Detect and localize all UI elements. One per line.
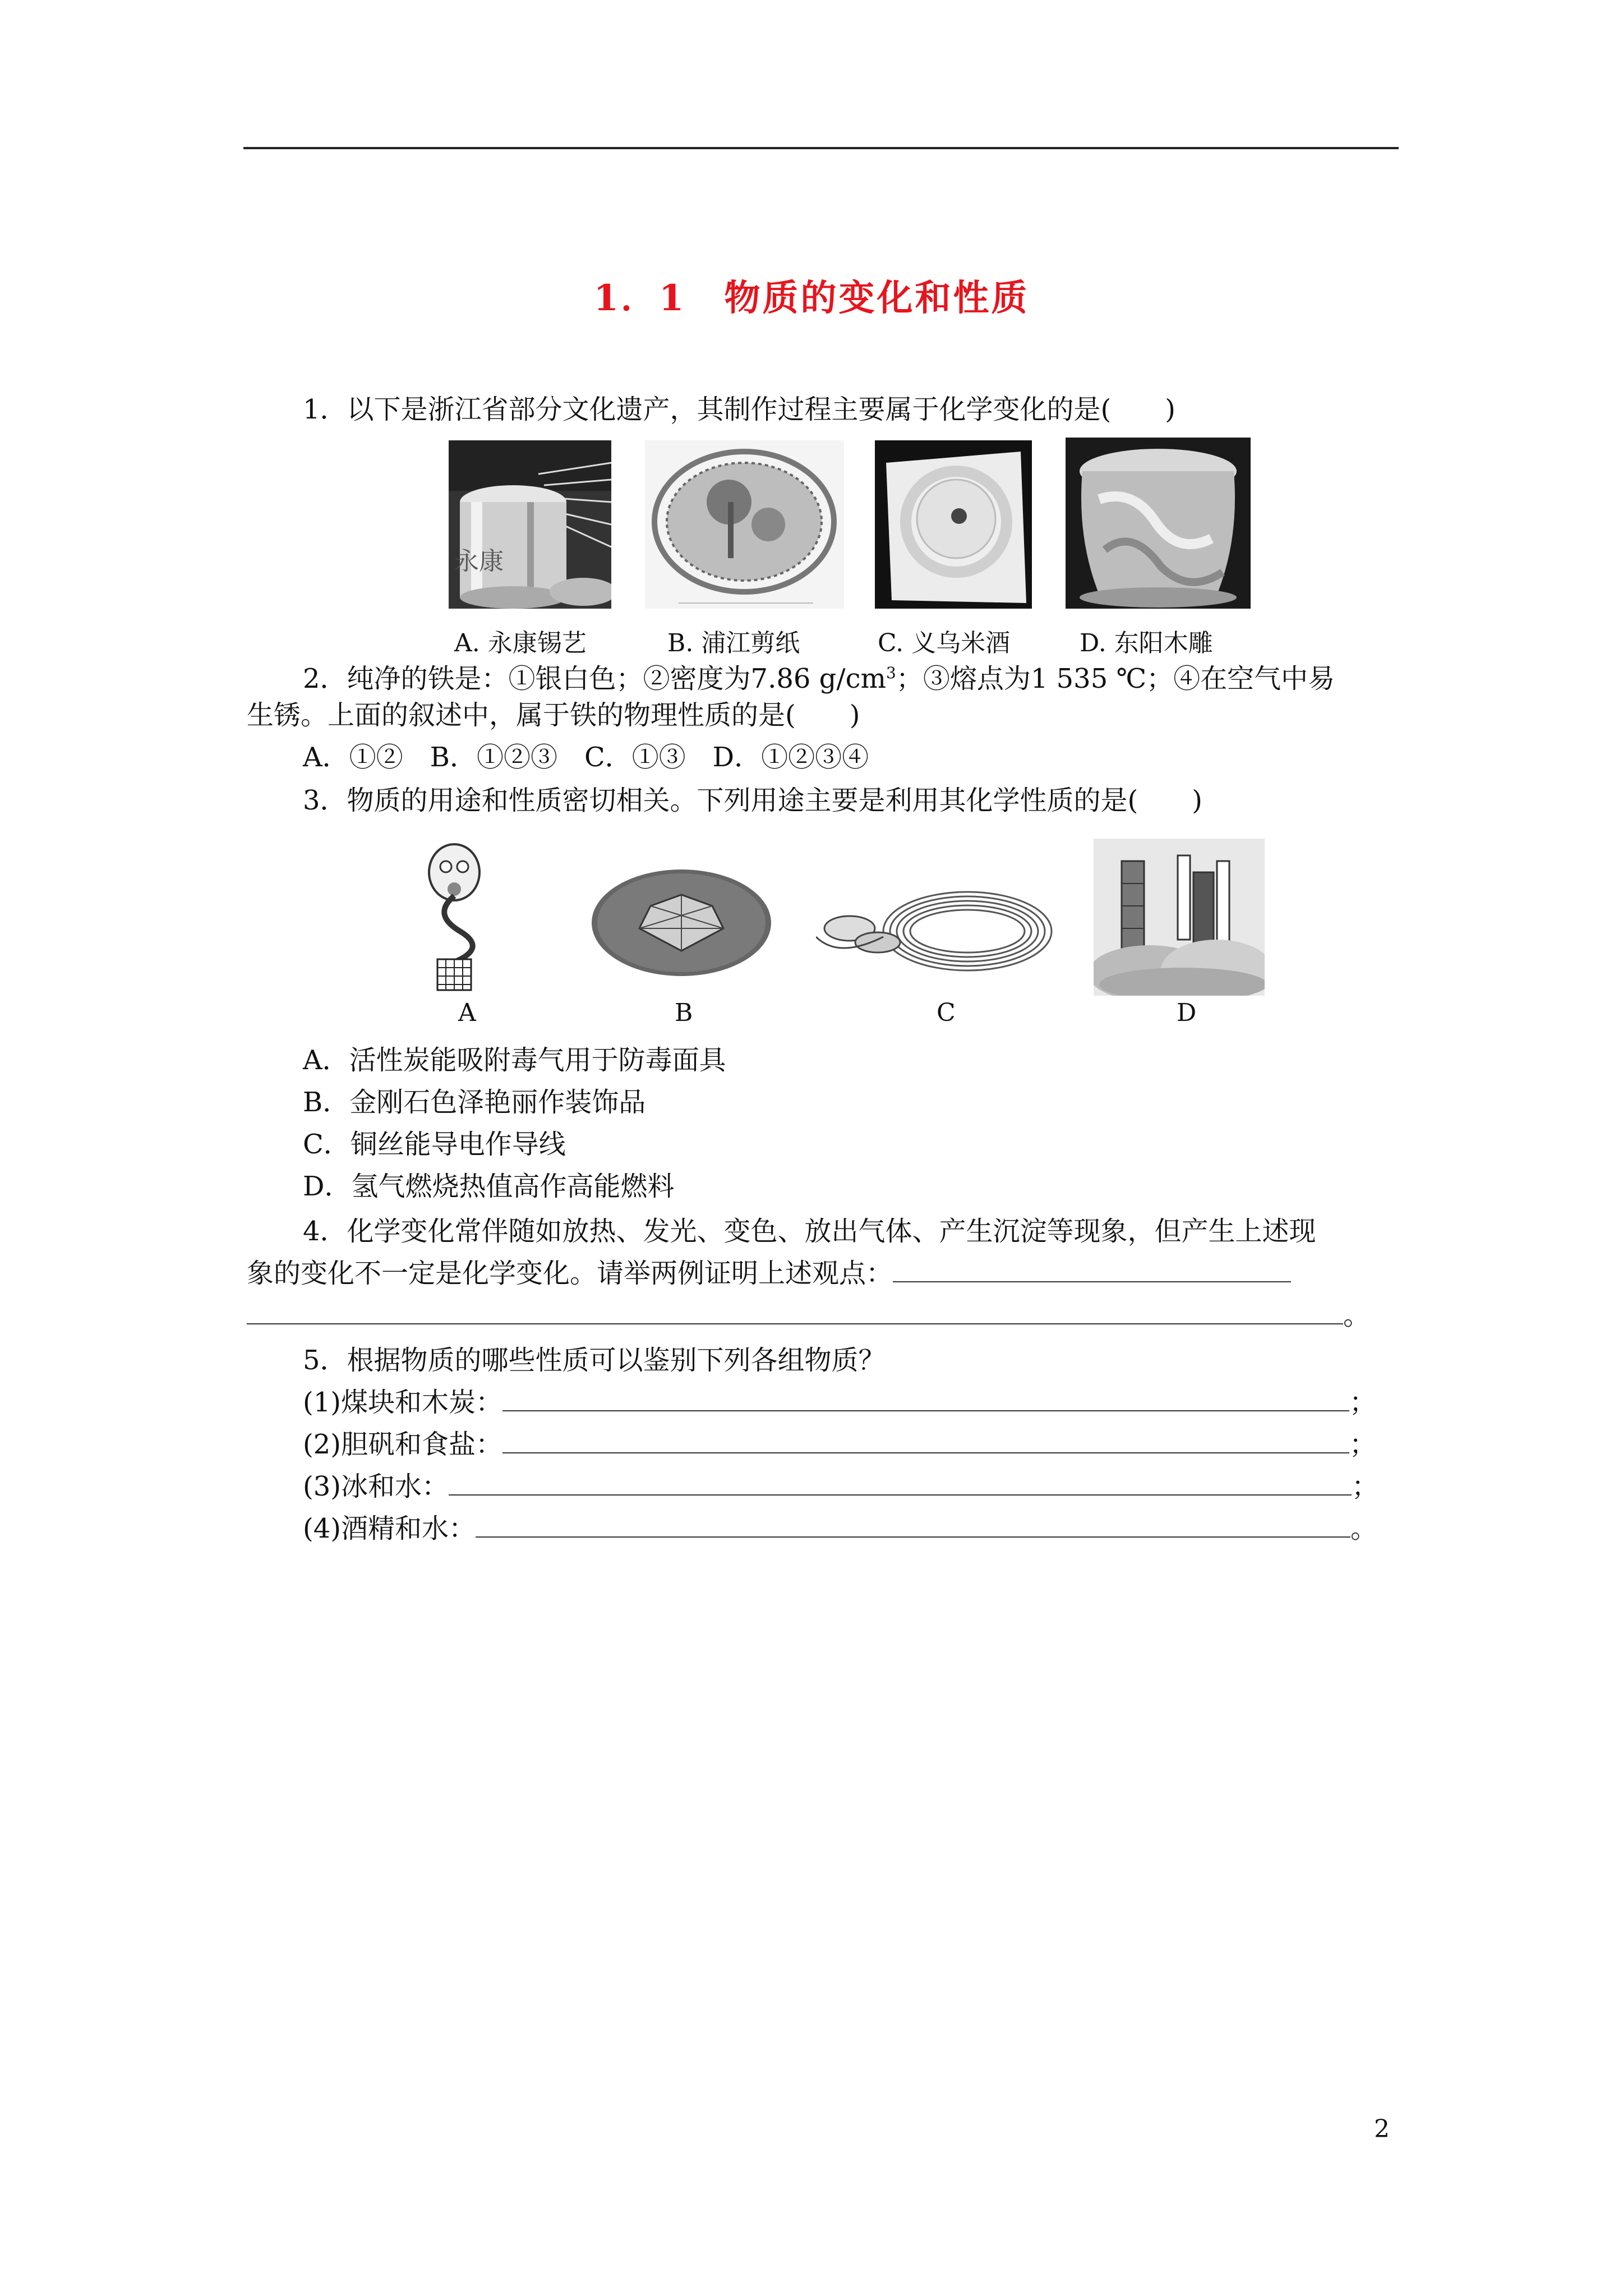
- q4-answer-blank-2[interactable]: [247, 1299, 1343, 1324]
- q1-caption-a: A. 永康锡艺: [454, 629, 587, 657]
- q3-photo-diamond: [589, 867, 774, 979]
- q4-line1: 4．化学变化常伴随如放热、发光、变色、放出气体、产生沉淀等现象，但产生上述现: [303, 1216, 1316, 1247]
- q5-answer-blank-3[interactable]: [449, 1470, 1352, 1496]
- q1-caption-b: B. 浦江剪纸: [667, 629, 800, 657]
- q3-option-b: B．金刚石色泽艳丽作装饰品: [303, 1087, 646, 1118]
- q4-line3: 。: [247, 1299, 1370, 1332]
- q5-answer-blank-1[interactable]: [502, 1386, 1349, 1411]
- q1-caption-d: D. 东阳木雕: [1080, 629, 1213, 657]
- q1-photo-rice-wine: [875, 440, 1032, 609]
- q1-photo-paper-cut: [645, 440, 844, 609]
- q5-item-2: (2)胆矾和食盐： ；: [303, 1429, 1377, 1460]
- q4-line2: 象的变化不一定是化学变化。请举两例证明上述观点：: [247, 1257, 1291, 1290]
- q3-option-c: C．铜丝能导电作导线: [303, 1129, 566, 1160]
- q3-photo-rocket-launch: [1094, 839, 1265, 996]
- q3-option-d: D．氢气燃烧热值高作高能燃料: [303, 1171, 675, 1202]
- q5-item-1: (1)煤块和木炭： ；: [303, 1387, 1377, 1418]
- q3-photo-copper-wire: [816, 875, 1057, 982]
- q5-answer-blank-2[interactable]: [502, 1428, 1349, 1453]
- q2-line2: 生锈。上面的叙述中，属于铁的物理性质的是( ): [247, 700, 860, 731]
- q1-photo-wood-carving: [1066, 438, 1251, 609]
- q2-options: A．①② B．①②③ C．①③ D．①②③④: [303, 742, 869, 773]
- q5-item-3: (3)冰和水： ；: [303, 1471, 1379, 1502]
- q1-caption-c: C. 义乌米酒: [878, 629, 1011, 657]
- page-number: 2: [1374, 2115, 1390, 2143]
- q5-stem: 5．根据物质的哪些性质可以鉴别下列各组物质？: [303, 1345, 886, 1376]
- q3-label-b: B: [675, 999, 693, 1027]
- q3-label-d: D: [1177, 999, 1197, 1027]
- q4-answer-blank-1[interactable]: [893, 1257, 1291, 1282]
- q1-photo-text: 永康: [454, 547, 504, 576]
- q5-answer-blank-4[interactable]: [476, 1512, 1350, 1538]
- q1-photo-tin-craft: [449, 440, 611, 609]
- header-rule: [243, 147, 1399, 149]
- q5-item-4: (4)酒精和水： 。: [303, 1513, 1378, 1544]
- q3-label-a: A: [458, 999, 476, 1027]
- q3-stem: 3．物质的用途和性质密切相关。下列用途主要是利用其化学性质的是( ): [303, 785, 1202, 816]
- q3-photo-gas-mask: [409, 841, 499, 993]
- q3-label-c: C: [937, 999, 956, 1027]
- q1-stem: 1．以下是浙江省部分文化遗产，其制作过程主要属于化学变化的是( ): [303, 394, 1175, 425]
- q3-option-a: A．活性炭能吸附毒气用于防毒面具: [303, 1045, 726, 1076]
- page-title: 1．1 物质的变化和性质: [593, 277, 1030, 319]
- q2-line1: 2．纯净的铁是：①银白色；②密度为7.86 $g/cm^3$；③熔点为1 535 ℃；④在空气中易: [303, 663, 1335, 694]
